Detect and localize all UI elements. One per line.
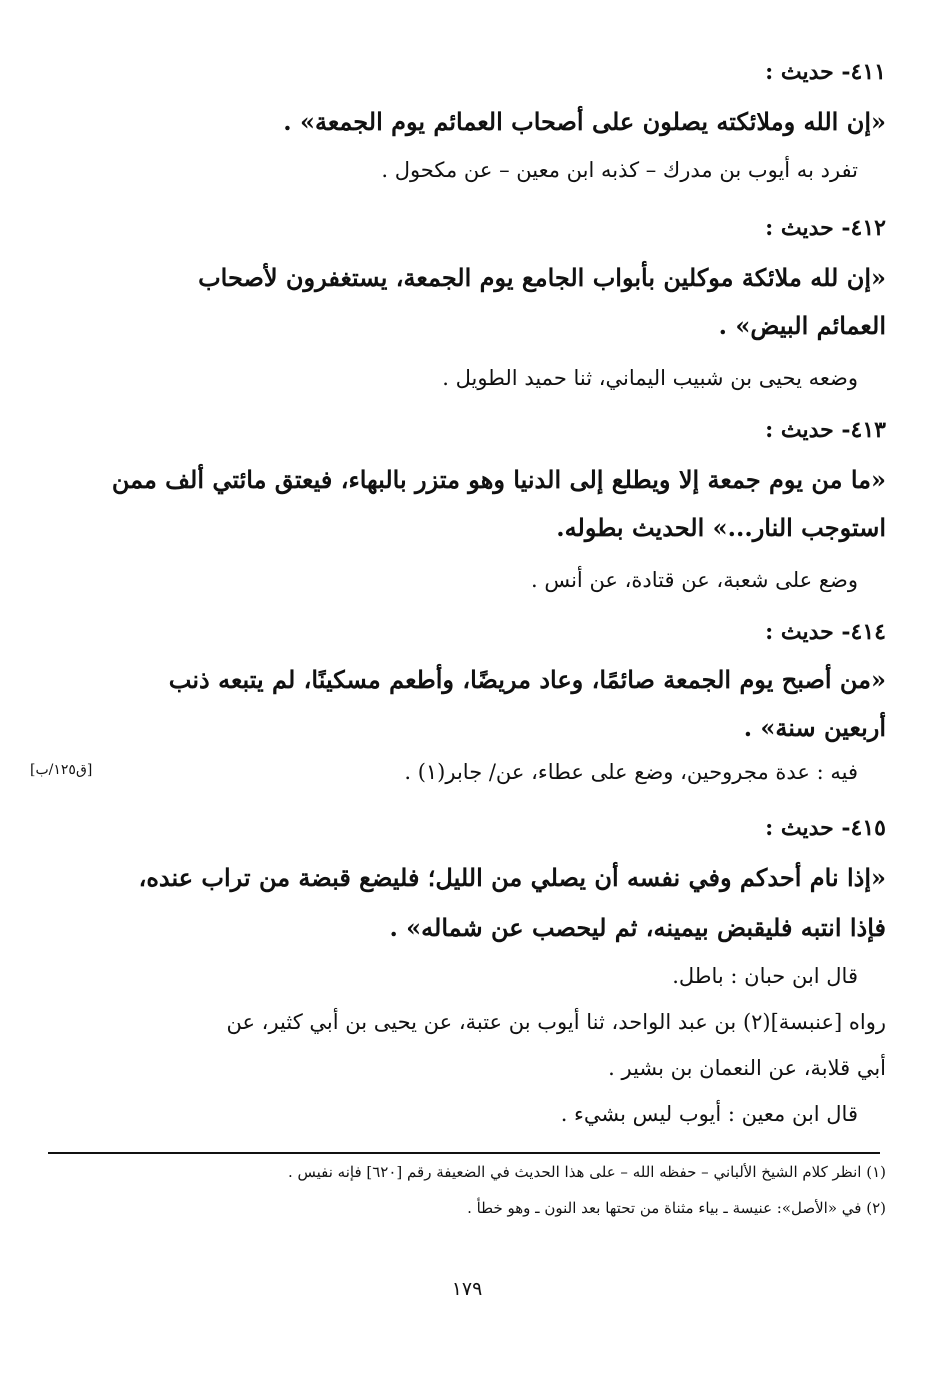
hadith-text: استوجب النار...» الحديث بطوله. [556,513,886,542]
hadith-text: «إذا نام أحدكم وفي نفسه أن يصلي من الليل؛ فليضع قبضة من تراب عنده، [138,863,886,892]
hadith-heading: ٤١٢- حديث : [765,215,886,241]
footnote: (١) انظر كلام الشيخ الألباني – حفظه الله – على هذا الحديث في الضعيفة رقم [٦٢٠] فإنه نفيس . [287,1163,886,1181]
hadith-note: قال ابن حبان : باطل. [672,964,858,988]
hadith-text: «من أصبح يوم الجمعة صائمًا، وعاد مريضًا، وأطعم مسكينًا، لم يتبعه ذنب [168,665,886,694]
hadith-heading: ٤١١- حديث : [765,59,886,85]
page-number: ١٧٩ [451,1278,483,1300]
hadith-note: قال ابن معين : أيوب ليس بشيء . [560,1102,858,1126]
footnote: (٢) في «الأصل»: عنيسة ـ بياء مثناة من تحتها بعد النون ـ وهو خطأ . [467,1199,886,1217]
hadith-text: «ما من يوم جمعة إلا ويطلع إلى الدنيا وهو متزر بالبهاء، فيعتق مائتي ألف ممن [111,465,886,494]
footnote-separator [48,1152,880,1154]
hadith-note: فيه : عدة مجروحين، وضع على عطاء، عن/ جابر(١) . [404,760,858,784]
hadith-note: وضعه يحيى بن شبيب اليماني، ثنا حميد الطويل . [442,366,858,390]
hadith-text: «إن الله وملائكته يصلون على أصحاب العمائم يوم الجمعة» . [283,107,886,136]
manuscript-folio-note: [ق١٢٥/ب] [30,762,93,778]
hadith-text: العمائم البيض» . [718,311,886,340]
hadith-text: فإذا انتبه فليقبض بيمينه، ثم ليحصب عن شماله» . [389,913,886,942]
hadith-text: «إن لله ملائكة موكلين بأبواب الجامع يوم الجمعة، يستغفرون لأصحاب [198,263,886,292]
hadith-heading: ٤١٣- حديث : [765,417,886,443]
hadith-heading: ٤١٥- حديث : [765,815,886,841]
hadith-note: تفرد به أيوب بن مدرك – كذبه ابن معين – عن مكحول . [381,158,858,182]
hadith-text: أربعين سنة» . [743,713,886,742]
hadith-note: رواه [عنبسة](٢) بن عبد الواحد، ثنا أيوب بن عتبة، عن يحيى بن أبي كثير، عن [226,1010,886,1034]
hadith-heading: ٤١٤- حديث : [765,619,886,645]
hadith-note: وضع على شعبة، عن قتادة، عن أنس . [530,568,858,592]
hadith-note: أبي قلابة، عن النعمان بن بشير . [608,1056,886,1080]
